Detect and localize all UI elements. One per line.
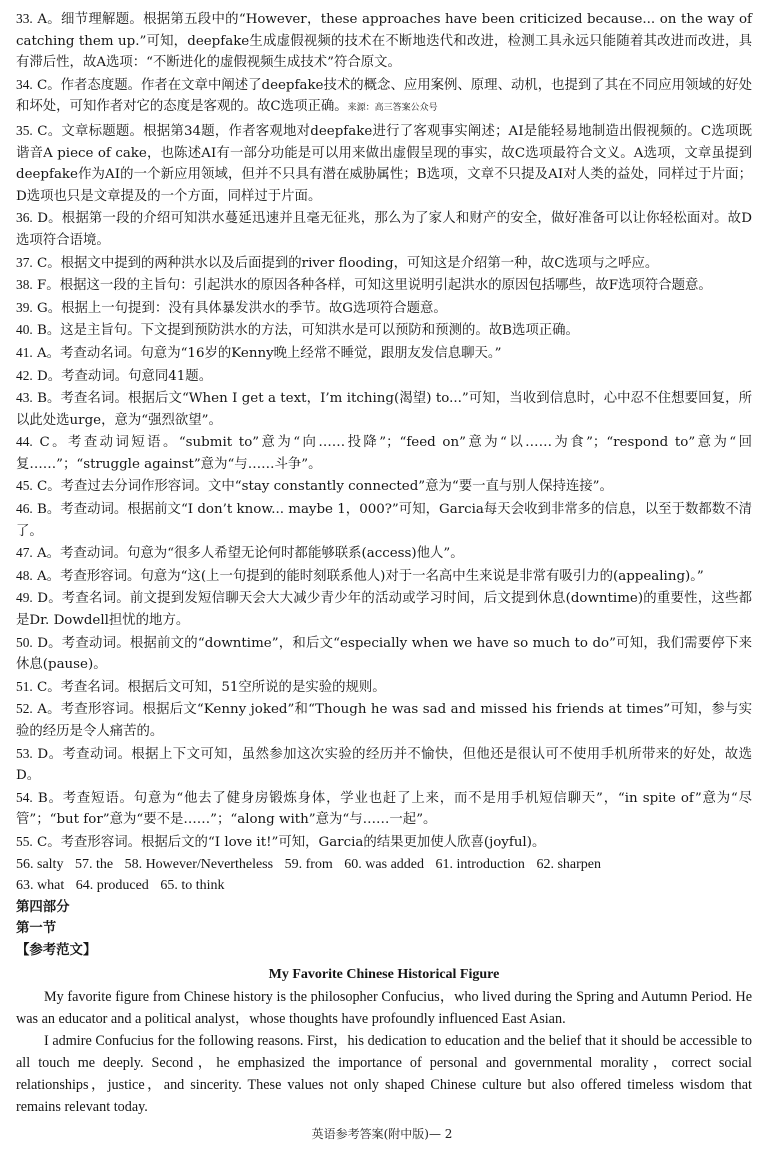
answer-text: D。考查动词。根据前文的“downtime”，和后文“especially when we have so much to do”可知，我们需要停下来休息(pause)。 (16, 635, 752, 673)
answer-number: 38. (16, 277, 33, 293)
page-footer: 英语参考答案(附中版)— 2 (311, 1127, 453, 1141)
sample-essay (16, 964, 752, 1118)
answer-text: C。考查名词。根据后文可知，51空所说的是实验的规则。 (37, 679, 386, 695)
answer-number: 39. (16, 299, 33, 315)
fill-answer: 59. from (284, 856, 333, 872)
answer-number: 42. (16, 367, 33, 383)
fill-answer: 65. to think (160, 878, 225, 894)
answer-item (16, 565, 752, 588)
answer-text: A。考查形容词。根据后文“Kenny joked”和“Though he was sad and missed his friends at times”可知，参与实验的经历是令人痛苦的。 (16, 702, 752, 739)
fill-answer: 56. salty (16, 856, 64, 872)
answer-text: F。根据这一段的主旨句：引起洪水的原因各种各样，可知这里说明引起洪水的原因包括哪些，故F选项符合题意。 (37, 278, 712, 294)
answer-number: 41. (16, 344, 33, 360)
answer-number: 45. (16, 478, 33, 494)
essay-paragraph: I admire Confucius for the following reasons. First，his dedication to education and the belief that it should be accessible to all touch me deeply. Second，he emphasized the importance of personal and governmental morality，correct social relationships，justice，and sincerity. These values not only shaped Chinese culture but also offered timeless wisdom that remains relevant today. (16, 1032, 752, 1115)
answer-number: 52. (16, 701, 33, 717)
answer-text: B。考查名词。根据后文“When I get a text，I’m itching(渴望) to...”可知，当收到信息时，心中忍不住想要回复，所以此处选urge，意为“强烈欲望”。 (16, 391, 752, 428)
answer-number: 54. (16, 789, 33, 805)
answer-number: 37. (16, 254, 33, 270)
sample-essay-heading: 【参考范文】 (16, 942, 97, 958)
section-heading: 第一节 (16, 921, 57, 937)
answer-text: C。作者态度题。作者在文章中阐述了deepfake技术的概念、应用案例、原理、动机，也提到了其在不同应用领域的好处和坏处，可知作者对它的态度是客观的。故C选项正确。 (16, 77, 752, 115)
answer-item (16, 319, 752, 342)
source-note: 来源：高三答案公众号 (347, 103, 438, 114)
answer-text: A。考查动名词。句意为“16岁的Kenny晚上经常不睡觉，跟朋友发信息聊天。” (37, 345, 502, 361)
fill-in-row-2 (16, 875, 752, 897)
answer-text: A。细节理解题。根据第五段中的“However，these approaches have been criticized because... on the way of catching them up.”可知，deepfake生成虚假视频的技术在不断地迭代和改进，检测工具永远只能随着其改进而改进，具有滞后性，故A选项：“不断进化的虚假视频生成技术”符合原文。 (16, 12, 752, 71)
fill-answer: 63. what (16, 878, 65, 894)
answer-item (16, 587, 752, 631)
essay-title: My Favorite Chinese Historical Figure (268, 966, 500, 982)
answer-text: D。考查动词。句意同41题。 (37, 368, 213, 384)
answer-item (16, 365, 752, 388)
answer-item (16, 498, 752, 542)
answer-item (16, 252, 752, 275)
answer-item (16, 743, 752, 787)
answer-item (16, 431, 752, 475)
fill-answer: 60. was added (344, 856, 424, 872)
answer-item (16, 787, 752, 831)
fill-answer: 62. sharpen (536, 856, 601, 872)
answer-number: 40. (16, 322, 33, 338)
answer-item (16, 542, 752, 565)
answer-number: 34. (16, 76, 33, 92)
essay-paragraph: My favorite figure from Chinese history is the philosopher Confucius，who lived during the Spring and Autumn Period. He was an educator and a political analyst，whose thoughts have profoundly influenced East Asian. (16, 988, 752, 1027)
answer-page (16, 8, 752, 1118)
answer-text: B。考查短语。句意为“他去了健身房锻炼身体，学业也赶了上来，而不是用手机短信聊天”，“in spite of”意为“尽管”；“but for”意为“要不是……”；“along with”意为“与……一起”。 (16, 790, 752, 828)
answer-text: D。考查名词。前文提到发短信聊天会大大减少青少年的活动或学习时间，后文提到休息(downtime)的重要性，这些都是Dr. Dowdell担忧的地方。 (16, 591, 752, 629)
answer-number: 50. (16, 634, 33, 650)
fill-answer: 64. produced (75, 878, 149, 894)
answer-number: 53. (16, 745, 33, 761)
fill-in-row-1 (16, 854, 752, 876)
answer-number: 44. (16, 434, 33, 450)
answer-item (16, 632, 752, 676)
answer-number: 46. (16, 501, 33, 517)
answer-item (16, 120, 752, 207)
answer-number: 55. (16, 833, 33, 849)
answer-text: B。这是主旨句。下文提到预防洪水的方法，可知洪水是可以预防和预测的。故B选项正确。 (37, 323, 579, 339)
answer-text: C。文章标题题。根据第34题，作者客观地对deepfake进行了客观事实阐述；AI是能轻易地制造出假视频的。C选项既谐音A piece of cake，也陈述AI有一部分功能是可以用来做出虚假呈现的事实，故C选项最符合文义。A选项，文章虽提到deepfake作为AI的一个新应用领域，但并不只具有潜在威胁属性；B选项，文章不只提及AI对人类的益处，同样过于片面；D选项也只是文章提及的一个方面，同样过于片面。 (16, 123, 752, 204)
answer-number: 33. (16, 11, 33, 26)
fill-answer: 58. However/Nevertheless (124, 856, 274, 872)
answer-text: C。考查形容词。根据后文的“I love it!”可知，Garcia的结果更加使人欣喜(joyful)。 (37, 834, 546, 850)
answer-number: 51. (16, 678, 33, 694)
answer-number: 36. (16, 210, 33, 226)
answer-text: B。考查动词。根据前文“I don’t know... maybe 1，000?”可知，Garcia每天会收到非常多的信息，以至于数都数不清了。 (16, 502, 752, 539)
answer-number: 35. (16, 122, 33, 138)
answer-item (16, 387, 752, 431)
answer-text: C。根据文中提到的两种洪水以及后面提到的river flooding，可知这是介绍第一种，故C选项与之呼应。 (37, 255, 659, 271)
answer-text: D。考查动词。根据上下文可知，虽然参加这次实验的经历并不愉快，但他还是很认可不使用手机所带来的好处，故选D。 (16, 746, 752, 784)
answer-number: 47. (16, 545, 33, 561)
answer-item (16, 831, 752, 854)
answer-text: D。根据第一段的介绍可知洪水蔓延迅速并且毫无征兆，那么为了家人和财产的安全，做好准备可以让你轻松面对。故D选项符合语境。 (16, 211, 753, 248)
answer-number: 49. (16, 590, 33, 606)
answer-text: C。考查过去分词作形容词。文中“stay constantly connected”意为“要一直与别人保持连接”。 (37, 479, 613, 495)
answer-item (16, 8, 752, 74)
answer-list (16, 8, 752, 854)
answer-number: 43. (16, 390, 33, 406)
answer-item (16, 207, 752, 251)
answer-text: A。考查动词。句意为“很多人希望无论何时都能够联系(access)他人”。 (37, 546, 464, 562)
answer-text: G。根据上一句提到：没有具体暴发洪水的季节。故G选项符合题意。 (37, 300, 447, 316)
answer-number: 48. (16, 567, 33, 583)
answer-item (16, 676, 752, 699)
fill-answer: 61. introduction (435, 856, 525, 872)
answer-text: A。考查形容词。句意为“这(上一句提到的能时刻联系他人)对于一名高中生来说是非常有吸引力的(appealing)。” (37, 568, 704, 584)
fill-answer: 57. the (74, 856, 114, 872)
answer-item (16, 274, 752, 297)
part-heading: 第四部分 (16, 899, 70, 915)
answer-item (16, 475, 752, 498)
answer-item (16, 342, 752, 365)
answer-item (16, 698, 752, 742)
answer-item (16, 297, 752, 320)
answer-text: C。考查动词短语。“submit to”意为“向……投降”；“feed on”意为“以……为食”；“respond to”意为“回复……”；“struggle against”意为“与……斗争”。 (16, 435, 752, 472)
answer-item (16, 74, 752, 120)
